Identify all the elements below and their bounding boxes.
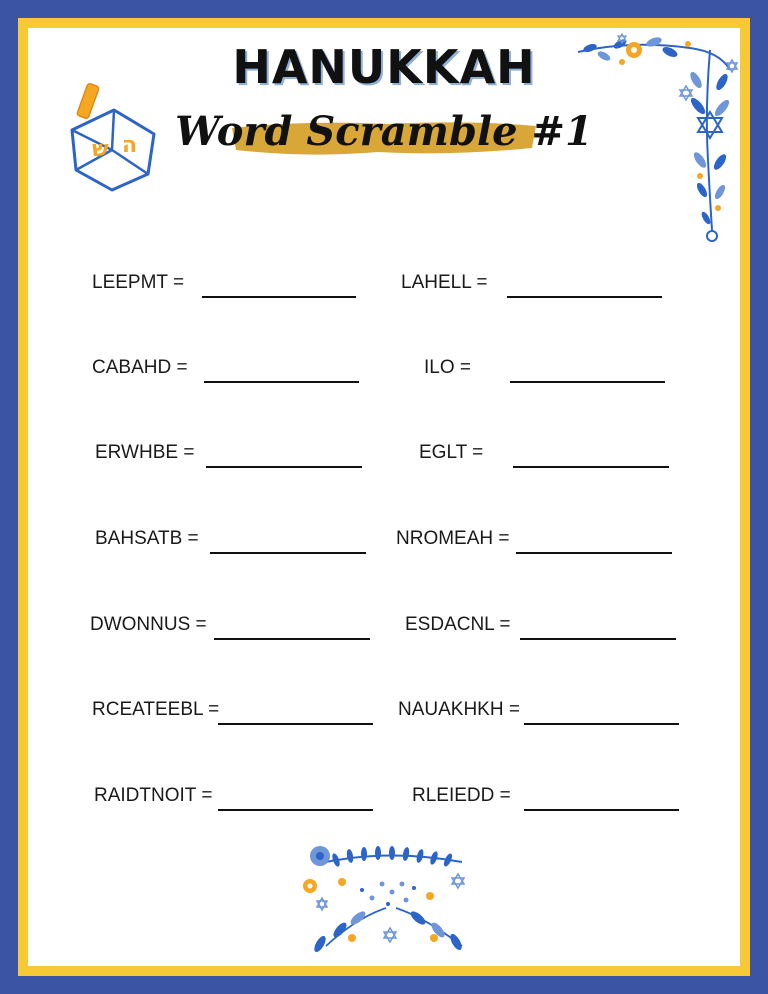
scrambled-word: ILO = bbox=[424, 357, 471, 378]
puzzle-row bbox=[0, 357, 768, 387]
scrambled-word: ESDACNL = bbox=[405, 614, 511, 635]
answer-line[interactable] bbox=[524, 723, 679, 725]
puzzle-row bbox=[0, 699, 768, 729]
answer-line[interactable] bbox=[516, 552, 672, 554]
scrambled-word: RLEIEDD = bbox=[412, 785, 511, 806]
page-title: HANUKKAH bbox=[232, 40, 536, 94]
puzzle-row bbox=[0, 272, 768, 302]
scrambled-word: CABAHD = bbox=[92, 357, 188, 378]
scrambled-word: NROMEAH = bbox=[396, 528, 510, 549]
scrambled-word: BAHSATB = bbox=[95, 528, 199, 549]
scrambled-word: EGLT = bbox=[419, 442, 484, 463]
svg-text:ש: ש bbox=[92, 137, 109, 162]
floral-bottom-icon bbox=[296, 838, 472, 954]
answer-line[interactable] bbox=[218, 723, 373, 725]
svg-text:ה: ה bbox=[122, 133, 138, 158]
scrambled-word: RAIDTNOIT = bbox=[94, 785, 213, 806]
scrambled-word: NAUAKHKH = bbox=[398, 699, 520, 720]
answer-line[interactable] bbox=[510, 381, 665, 383]
answer-line[interactable] bbox=[513, 466, 669, 468]
puzzle-row bbox=[0, 614, 768, 644]
puzzle-row bbox=[0, 442, 768, 472]
scrambled-word: ERWHBE = bbox=[95, 442, 195, 463]
scrambled-word: DWONNUS = bbox=[90, 614, 207, 635]
scrambled-word: RCEATEEBL = bbox=[92, 699, 220, 720]
answer-line[interactable] bbox=[206, 466, 362, 468]
page-subtitle: Word Scramble #1 bbox=[175, 108, 593, 155]
answer-line[interactable] bbox=[524, 809, 679, 811]
answer-line[interactable] bbox=[218, 809, 373, 811]
scrambled-word: LEEPMT = bbox=[92, 272, 185, 293]
answer-line[interactable] bbox=[210, 552, 366, 554]
puzzle-row bbox=[0, 785, 768, 815]
puzzle-row bbox=[0, 528, 768, 558]
answer-line[interactable] bbox=[214, 638, 370, 640]
answer-line[interactable] bbox=[507, 296, 662, 298]
scrambled-word: LAHELL = bbox=[401, 272, 488, 293]
answer-line[interactable] bbox=[202, 296, 356, 298]
answer-line[interactable] bbox=[204, 381, 359, 383]
answer-line[interactable] bbox=[520, 638, 676, 640]
